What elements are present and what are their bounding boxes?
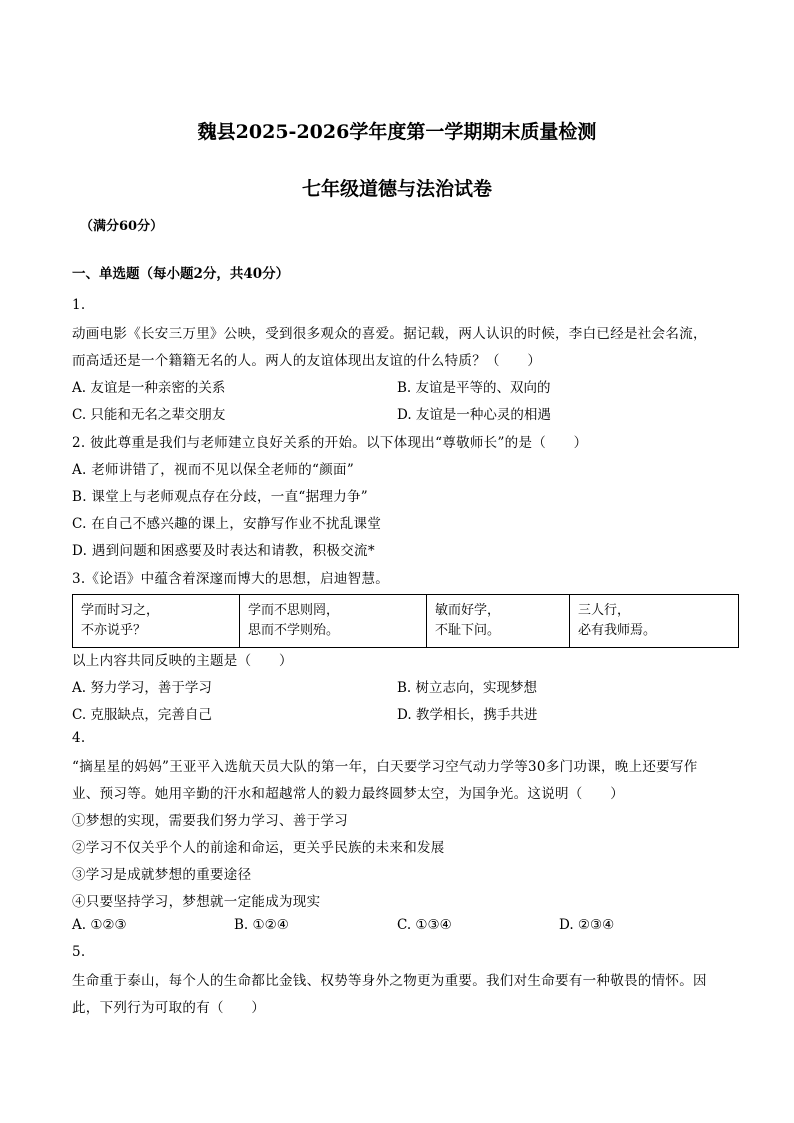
q4-statement-4: ④只要坚持学习，梦想就一定能成为现实 xyxy=(72,894,321,910)
q1-stem-line1: 动画电影《长安三万里》公映，受到很多观众的喜爱。据记载，两人认识的时候，李白已经是社会名流， xyxy=(72,326,707,342)
q5-stem-line1: 生命重于泰山，每个人的生命都比金钱、权势等身外之物更为重要。我们对生命要有一种敬畏的情怀。因 xyxy=(72,973,707,989)
quote-line: 必有我师焉。 xyxy=(578,623,657,638)
q2-option-a: A. 老师讲错了，视而不见以保全老师的“颜面” xyxy=(72,462,355,478)
quote-line: 敏而好学， xyxy=(435,603,501,618)
quote-line: 不耻下问。 xyxy=(435,623,501,638)
q1-option-a: A. 友谊是一种亲密的关系 xyxy=(72,380,226,396)
q5-stem-line2: 此，下列行为可取的有（ ） xyxy=(72,1000,266,1016)
q3-option-b: B. 树立志向，实现梦想 xyxy=(397,680,538,696)
q3-option-d: D. 教学相长，携手共进 xyxy=(397,707,538,723)
q3-option-a: A. 努力学习，善于学习 xyxy=(72,680,212,696)
exam-subtitle: 七年级道德与法治试卷 xyxy=(301,178,492,200)
q4-option-c: C. ①③④ xyxy=(397,917,452,933)
q2-option-b: B. 课堂上与老师观点存在分歧，一直“据理力争” xyxy=(72,489,369,505)
q3-option-c: C. 克服缺点，完善自己 xyxy=(72,707,212,723)
q3-stem: 3.《论语》中蕴含着深邃而博大的思想，启迪智慧。 xyxy=(72,571,390,587)
exam-title: 魏县2025-2026学年度第一学期期末质量检测 xyxy=(197,121,597,143)
q1-stem-line2: 而高适还是一个籍籍无名的人。两人的友谊体现出友谊的什么特质？（ ） xyxy=(72,353,542,369)
q2-option-c: C. 在自己不感兴趣的课上，安静写作业不扰乱课堂 xyxy=(72,516,382,532)
quote-line: 学而不思则罔， xyxy=(248,603,340,618)
quote-cell xyxy=(240,595,427,648)
q4-option-d: D. ②③④ xyxy=(559,917,615,933)
q5-number: 5. xyxy=(72,944,86,960)
section-heading: 一、单选题（每小题2分，共40分） xyxy=(72,266,290,282)
q4-stem-line1: “摘星星的妈妈”王亚平入选航天员大队的第一年，白天要学习空气动力学等30多门功课，晚上还要写作 xyxy=(72,759,698,775)
quote-cell xyxy=(427,595,570,648)
q3-question: 以上内容共同反映的主题是（ ） xyxy=(72,653,293,669)
quote-line: 思而不学则殆。 xyxy=(248,623,340,638)
quote-line: 三人行， xyxy=(578,603,631,618)
q1-option-c: C. 只能和无名之辈交朋友 xyxy=(72,407,226,423)
q1-option-d: D. 友谊是一种心灵的相遇 xyxy=(397,407,551,423)
q1-option-b: B. 友谊是平等的、双向的 xyxy=(397,380,551,396)
q2-stem: 2. 彼此尊重是我们与老师建立良好关系的开始。以下体现出“尊敬师长”的是（ ） xyxy=(72,435,588,451)
q1-number: 1. xyxy=(72,297,86,313)
score-note: （满分60分） xyxy=(80,219,164,234)
q4-statement-2: ②学习不仅关乎个人的前途和命运，更关乎民族的未来和发展 xyxy=(72,840,445,856)
quote-cell xyxy=(570,595,739,648)
q4-statement-1: ①梦想的实现，需要我们努力学习、善于学习 xyxy=(72,813,348,829)
quote-cell xyxy=(73,595,240,648)
q4-statement-3: ③学习是成就梦想的重要途径 xyxy=(72,867,252,883)
q3-quote-table xyxy=(72,594,739,648)
q4-stem-line2: 业、预习等。她用辛勤的汗水和超越常人的毅力最终圆梦太空，为国争光。这说明（ ） xyxy=(72,786,624,802)
quote-line: 学而时习之， xyxy=(81,603,160,618)
q4-option-b: B. ①②④ xyxy=(234,917,289,933)
quote-line: 不亦说乎？ xyxy=(81,623,147,638)
q2-option-d: D. 遇到问题和困惑要及时表达和请教，积极交流* xyxy=(72,543,375,559)
q4-number: 4. xyxy=(72,730,86,746)
q4-option-a: A. ①②③ xyxy=(72,917,127,933)
